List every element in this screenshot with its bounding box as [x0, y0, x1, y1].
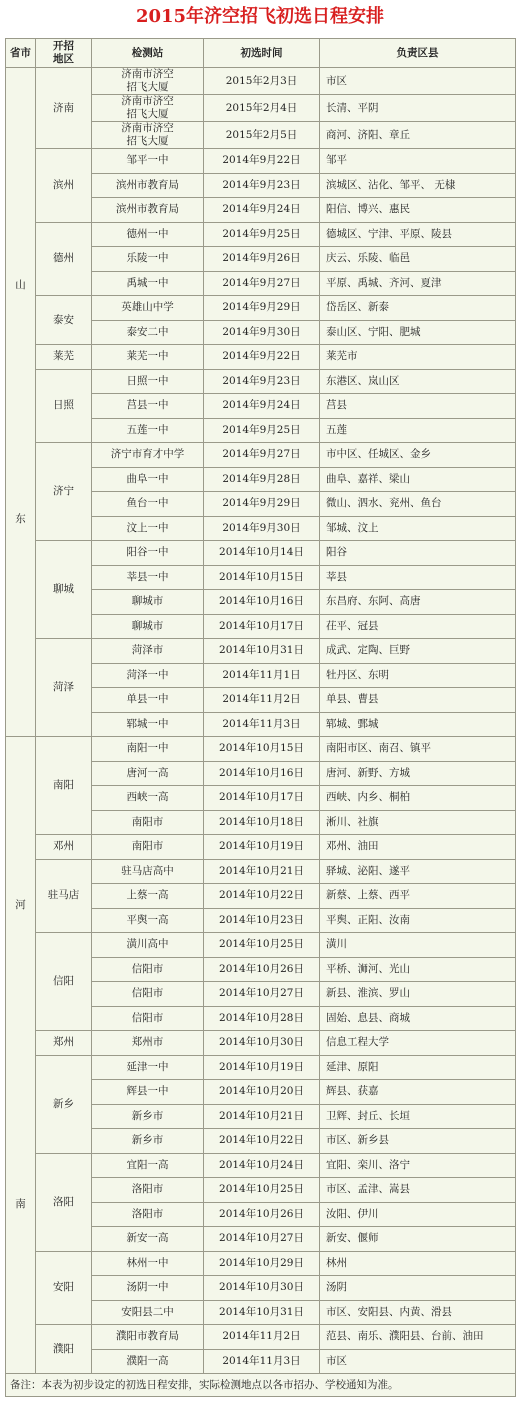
- region-cell: 安阳: [36, 1251, 92, 1325]
- date-cell: 2014年10月24日: [204, 1153, 320, 1178]
- station-cell: 济南市济空 招飞大厦: [92, 95, 204, 122]
- station-cell: 莘县一中: [92, 565, 204, 590]
- counties-cell: 新县、淮滨、罗山: [320, 982, 516, 1007]
- station-cell: 郓城一中: [92, 712, 204, 737]
- station-cell: 辉县一中: [92, 1080, 204, 1105]
- station-cell: 宜阳一高: [92, 1153, 204, 1178]
- table-row: [6, 1325, 516, 1350]
- counties-cell: 市区、安阳县、内黄、滑县: [320, 1300, 516, 1325]
- station-cell: 菏泽一中: [92, 663, 204, 688]
- date-cell: 2014年10月29日: [204, 1251, 320, 1276]
- date-cell: 2014年10月30日: [204, 1276, 320, 1301]
- counties-cell: 郓城、鄄城: [320, 712, 516, 737]
- table-row: [6, 1251, 516, 1276]
- counties-cell: 茌平、冠县: [320, 614, 516, 639]
- date-cell: 2014年10月23日: [204, 908, 320, 933]
- counties-cell: 淅川、社旗: [320, 810, 516, 835]
- date-cell: 2014年10月22日: [204, 884, 320, 909]
- station-cell: 南阳市: [92, 810, 204, 835]
- station-cell: 鱼台一中: [92, 492, 204, 517]
- date-cell: 2014年10月26日: [204, 1202, 320, 1227]
- table-row: [6, 639, 516, 664]
- table-row: [6, 443, 516, 468]
- station-cell: 新安一高: [92, 1227, 204, 1252]
- region-cell: 信阳: [36, 933, 92, 1031]
- date-cell: 2014年10月31日: [204, 639, 320, 664]
- header-date: 初选时间: [204, 39, 320, 68]
- station-cell: 新乡市: [92, 1129, 204, 1154]
- station-cell: 德州一中: [92, 222, 204, 247]
- date-cell: 2014年10月25日: [204, 933, 320, 958]
- station-cell: 莒县一中: [92, 394, 204, 419]
- date-cell: 2014年9月23日: [204, 173, 320, 198]
- counties-cell: 阳谷: [320, 541, 516, 566]
- station-cell: 莱芜一中: [92, 345, 204, 370]
- date-cell: 2014年9月22日: [204, 345, 320, 370]
- table-row: [6, 1031, 516, 1056]
- counties-cell: 汝阳、伊川: [320, 1202, 516, 1227]
- counties-cell: 市区、孟津、嵩县: [320, 1178, 516, 1203]
- region-cell: 德州: [36, 222, 92, 296]
- counties-cell: 曲阜、嘉祥、梁山: [320, 467, 516, 492]
- region-cell: 郑州: [36, 1031, 92, 1056]
- counties-cell: 南阳市区、南召、镇平: [320, 737, 516, 762]
- date-cell: 2014年10月19日: [204, 835, 320, 860]
- station-cell: 濮阳市教育局: [92, 1325, 204, 1350]
- region-cell: 驻马店: [36, 859, 92, 933]
- date-cell: 2014年11月2日: [204, 1325, 320, 1350]
- counties-cell: 阳信、博兴、惠民: [320, 198, 516, 223]
- table-row: [6, 296, 516, 321]
- date-cell: 2014年10月20日: [204, 1080, 320, 1105]
- station-cell: 济南市济空 招飞大厦: [92, 68, 204, 95]
- date-cell: 2014年10月28日: [204, 1006, 320, 1031]
- station-cell: 滨州市教育局: [92, 173, 204, 198]
- counties-cell: 东昌府、东阿、高唐: [320, 590, 516, 615]
- date-cell: 2014年10月15日: [204, 565, 320, 590]
- counties-cell: 邓州、油田: [320, 835, 516, 860]
- counties-cell: 岱岳区、新泰: [320, 296, 516, 321]
- station-cell: 平舆一高: [92, 908, 204, 933]
- region-cell: 聊城: [36, 541, 92, 639]
- region-cell: 洛阳: [36, 1153, 92, 1251]
- date-cell: 2014年10月30日: [204, 1031, 320, 1056]
- station-cell: 济南市济空 招飞大厦: [92, 122, 204, 149]
- counties-cell: 市区: [320, 1349, 516, 1374]
- station-cell: 唐河一高: [92, 761, 204, 786]
- counties-cell: 市区、新乡县: [320, 1129, 516, 1154]
- note-text: 备注：本表为初步设定的初选日程安排，实际检测地点以各市招办、学校通知为准。: [6, 1374, 516, 1397]
- date-cell: 2014年10月16日: [204, 761, 320, 786]
- date-cell: 2014年10月21日: [204, 859, 320, 884]
- station-cell: 聊城市: [92, 614, 204, 639]
- counties-cell: 平桥、浉河、光山: [320, 957, 516, 982]
- counties-cell: 长清、平阴: [320, 95, 516, 122]
- table-row: [6, 68, 516, 95]
- station-cell: 西峡一高: [92, 786, 204, 811]
- schedule-table-wrapper: [5, 38, 515, 1397]
- table-row: [6, 933, 516, 958]
- date-cell: 2014年10月17日: [204, 786, 320, 811]
- station-cell: 新乡市: [92, 1104, 204, 1129]
- date-cell: 2014年9月30日: [204, 320, 320, 345]
- table-row: [6, 222, 516, 247]
- station-cell: 济宁市育才中学: [92, 443, 204, 468]
- table-row: [6, 859, 516, 884]
- station-cell: 禹城一中: [92, 271, 204, 296]
- station-cell: 聊城市: [92, 590, 204, 615]
- station-cell: 上蔡一高: [92, 884, 204, 909]
- counties-cell: 辉县、获嘉: [320, 1080, 516, 1105]
- counties-cell: 市中区、任城区、金乡: [320, 443, 516, 468]
- date-cell: 2015年2月3日: [204, 68, 320, 95]
- counties-cell: 市区: [320, 68, 516, 95]
- date-cell: 2014年10月31日: [204, 1300, 320, 1325]
- date-cell: 2014年9月25日: [204, 418, 320, 443]
- date-cell: 2014年9月24日: [204, 394, 320, 419]
- station-cell: 日照一中: [92, 369, 204, 394]
- table-row: [6, 541, 516, 566]
- station-cell: 信阳市: [92, 957, 204, 982]
- station-cell: 阳谷一中: [92, 541, 204, 566]
- station-cell: 林州一中: [92, 1251, 204, 1276]
- date-cell: 2014年10月18日: [204, 810, 320, 835]
- station-cell: 泰安二中: [92, 320, 204, 345]
- date-cell: 2014年10月27日: [204, 982, 320, 1007]
- station-cell: 汤阴一中: [92, 1276, 204, 1301]
- header-region: 开招 地区: [36, 39, 92, 68]
- station-cell: 郑州市: [92, 1031, 204, 1056]
- table-row: [6, 1153, 516, 1178]
- counties-cell: 单县、曹县: [320, 688, 516, 713]
- date-cell: 2014年10月15日: [204, 737, 320, 762]
- counties-cell: 德城区、宁津、平原、陵县: [320, 222, 516, 247]
- station-cell: 安阳县二中: [92, 1300, 204, 1325]
- station-cell: 南阳一中: [92, 737, 204, 762]
- table-row: [6, 835, 516, 860]
- date-cell: 2014年10月21日: [204, 1104, 320, 1129]
- counties-cell: 邹城、汶上: [320, 516, 516, 541]
- date-cell: 2014年9月27日: [204, 443, 320, 468]
- province-cell: 山 东: [6, 68, 36, 737]
- table-row: [6, 737, 516, 762]
- date-cell: 2014年10月19日: [204, 1055, 320, 1080]
- region-cell: 济宁: [36, 443, 92, 541]
- date-cell: 2014年10月14日: [204, 541, 320, 566]
- date-cell: 2014年10月22日: [204, 1129, 320, 1154]
- counties-cell: 五莲: [320, 418, 516, 443]
- region-cell: 济南: [36, 68, 92, 149]
- station-cell: 信阳市: [92, 1006, 204, 1031]
- station-cell: 南阳市: [92, 835, 204, 860]
- station-cell: 汶上一中: [92, 516, 204, 541]
- station-cell: 信阳市: [92, 982, 204, 1007]
- counties-cell: 泰山区、宁阳、肥城: [320, 320, 516, 345]
- date-cell: 2014年10月17日: [204, 614, 320, 639]
- region-cell: 滨州: [36, 149, 92, 223]
- table-row: [6, 345, 516, 370]
- counties-cell: 庆云、乐陵、临邑: [320, 247, 516, 272]
- date-cell: 2014年9月28日: [204, 467, 320, 492]
- station-cell: 菏泽市: [92, 639, 204, 664]
- schedule-table: [5, 38, 516, 1397]
- station-cell: 单县一中: [92, 688, 204, 713]
- counties-cell: 新蔡、上蔡、西平: [320, 884, 516, 909]
- station-cell: 洛阳市: [92, 1178, 204, 1203]
- station-cell: 潢川高中: [92, 933, 204, 958]
- region-cell: 泰安: [36, 296, 92, 345]
- counties-cell: 汤阴: [320, 1276, 516, 1301]
- counties-cell: 固始、息县、商城: [320, 1006, 516, 1031]
- date-cell: 2014年9月30日: [204, 516, 320, 541]
- station-cell: 延津一中: [92, 1055, 204, 1080]
- table-row: [6, 369, 516, 394]
- counties-cell: 西峡、内乡、桐柏: [320, 786, 516, 811]
- region-cell: 邓州: [36, 835, 92, 860]
- region-cell: 菏泽: [36, 639, 92, 737]
- date-cell: 2014年9月25日: [204, 222, 320, 247]
- station-cell: 曲阜一中: [92, 467, 204, 492]
- date-cell: 2014年11月2日: [204, 688, 320, 713]
- date-cell: 2014年11月1日: [204, 663, 320, 688]
- header-counties: 负责区县: [320, 39, 516, 68]
- counties-cell: 滨城区、沾化、邹平、 无棣: [320, 173, 516, 198]
- page-title: 2015年济空招飞初选日程安排: [135, 6, 385, 27]
- counties-cell: 唐河、新野、方城: [320, 761, 516, 786]
- date-cell: 2014年9月27日: [204, 271, 320, 296]
- station-cell: 滨州市教育局: [92, 198, 204, 223]
- station-cell: 洛阳市: [92, 1202, 204, 1227]
- date-cell: 2014年9月24日: [204, 198, 320, 223]
- counties-cell: 范县、南乐、濮阳县、台前、油田: [320, 1325, 516, 1350]
- counties-cell: 林州: [320, 1251, 516, 1276]
- counties-cell: 莘县: [320, 565, 516, 590]
- region-cell: 濮阳: [36, 1325, 92, 1374]
- counties-cell: 卫辉、封丘、长垣: [320, 1104, 516, 1129]
- region-cell: 新乡: [36, 1055, 92, 1153]
- date-cell: 2014年10月26日: [204, 957, 320, 982]
- counties-cell: 东港区、岚山区: [320, 369, 516, 394]
- date-cell: 2014年9月26日: [204, 247, 320, 272]
- header-province: 省市: [6, 39, 36, 68]
- region-cell: 莱芜: [36, 345, 92, 370]
- station-cell: 英雄山中学: [92, 296, 204, 321]
- date-cell: 2014年10月16日: [204, 590, 320, 615]
- counties-cell: 延津、原阳: [320, 1055, 516, 1080]
- counties-cell: 平原、禹城、齐河、夏津: [320, 271, 516, 296]
- station-cell: 濮阳一高: [92, 1349, 204, 1374]
- counties-cell: 平舆、正阳、汝南: [320, 908, 516, 933]
- counties-cell: 新安、偃师: [320, 1227, 516, 1252]
- station-cell: 乐陵一中: [92, 247, 204, 272]
- header-station: 检测站: [92, 39, 204, 68]
- table-row: [6, 149, 516, 174]
- station-cell: 五莲一中: [92, 418, 204, 443]
- date-cell: 2015年2月4日: [204, 95, 320, 122]
- counties-cell: 莒县: [320, 394, 516, 419]
- header-row: [6, 39, 516, 68]
- date-cell: 2014年10月27日: [204, 1227, 320, 1252]
- counties-cell: 信息工程大学: [320, 1031, 516, 1056]
- note-row: [6, 1374, 516, 1397]
- region-cell: 南阳: [36, 737, 92, 835]
- counties-cell: 牡丹区、东明: [320, 663, 516, 688]
- date-cell: 2014年9月22日: [204, 149, 320, 174]
- table-row: [6, 1055, 516, 1080]
- counties-cell: 潢川: [320, 933, 516, 958]
- date-cell: 2014年10月25日: [204, 1178, 320, 1203]
- date-cell: 2014年9月29日: [204, 296, 320, 321]
- counties-cell: 微山、泗水、兖州、鱼台: [320, 492, 516, 517]
- station-cell: 驻马店高中: [92, 859, 204, 884]
- province-cell: 河 南: [6, 737, 36, 1374]
- region-cell: 日照: [36, 369, 92, 443]
- date-cell: 2014年11月3日: [204, 712, 320, 737]
- counties-cell: 邹平: [320, 149, 516, 174]
- counties-cell: 莱芜市: [320, 345, 516, 370]
- schedule-body: [6, 68, 516, 1374]
- counties-cell: 驿城、泌阳、遂平: [320, 859, 516, 884]
- date-cell: 2014年11月3日: [204, 1349, 320, 1374]
- counties-cell: 成武、定陶、巨野: [320, 639, 516, 664]
- counties-cell: 商河、济阳、章丘: [320, 122, 516, 149]
- date-cell: 2015年2月5日: [204, 122, 320, 149]
- station-cell: 邹平一中: [92, 149, 204, 174]
- date-cell: 2014年9月23日: [204, 369, 320, 394]
- date-cell: 2014年9月29日: [204, 492, 320, 517]
- counties-cell: 宜阳、栾川、洛宁: [320, 1153, 516, 1178]
